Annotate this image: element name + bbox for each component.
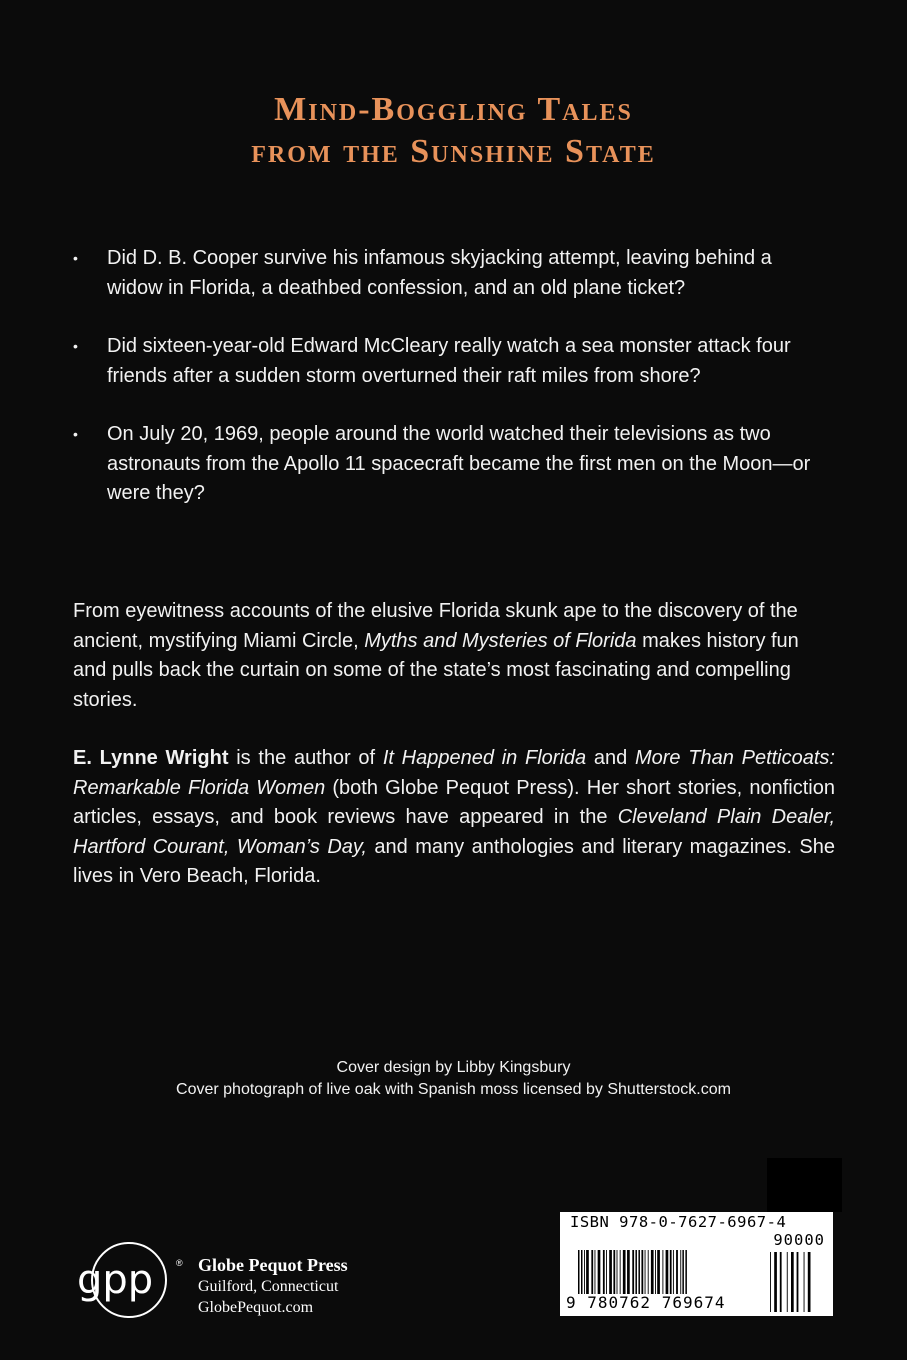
isbn-barcode (560, 1212, 833, 1316)
isbn-label: ISBN 978-0-7627-6967-4 (570, 1213, 787, 1231)
description-text-before: From eyewitness accounts of the elusive Florida skunk ape to the discovery of the ancient, mystifying Miami Circle, (73, 600, 798, 652)
price-box (767, 1158, 842, 1212)
registered-mark-icon: ® (176, 1258, 183, 1268)
bullet-text: Did sixteen-year-old Edward McCleary really watch a sea monster attack four friends after a sudden storm overturned their raft miles from shore? (107, 335, 791, 387)
photo-credit: Cover photograph of live oak with Spanish moss licensed by Shutterstock.com (176, 1081, 731, 1098)
description-paragraph (73, 597, 835, 715)
bio-text: is the author of (228, 747, 383, 769)
bullet-item (73, 420, 827, 509)
bullet-text: On July 20, 1969, people around the world watched their televisions as two astronauts from the Apollo 11 spacecraft became the first men on the Moon—or were they? (107, 423, 811, 504)
headline-line-1: Mind-Boggling Tales (274, 91, 633, 128)
book-title-1: It Happened in Florida (382, 747, 587, 769)
gpp-logo-icon (77, 1240, 177, 1320)
bio-text: (both Globe Pequot Press). Her short stories, nonfiction articles, essays, and book reviews have appeared in the (73, 776, 835, 828)
design-credit: Cover design by Libby Kingsbury (336, 1059, 571, 1076)
teaser-bullet-list (73, 244, 843, 538)
bio-text: and many anthologies and literary magazines. She lives in Vero Beach, Florida. (73, 835, 835, 887)
publisher-block (77, 1240, 407, 1320)
bullet-icon: • (73, 426, 78, 442)
bio-text: and (586, 747, 635, 769)
author-name: E. Lynne Wright (73, 747, 229, 769)
publisher-name: Globe Pequot Press (198, 1255, 348, 1275)
publisher-location: Guilford, Connecticut (198, 1278, 339, 1295)
book-title-2: More Than Petticoats: Remarkable Florida Women (73, 747, 835, 799)
bullet-item (73, 244, 827, 303)
cover-credits (0, 1057, 907, 1101)
bullet-text: Did D. B. Cooper survive his infamous skyjacking attempt, leaving behind a widow in Florida, a deathbed confession, and an old plane ticket? (107, 247, 772, 299)
book-title: Myths and Mysteries of Florida (364, 629, 637, 652)
bullet-item (73, 332, 827, 391)
description-text-after: makes history fun and pulls back the curtain on some of the state’s most fascinating and compelling stories. (73, 629, 799, 711)
author-bio (73, 744, 835, 892)
price-addon-label: 90000 (773, 1231, 825, 1249)
publication-names: Cleveland Plain Dealer, Hartford Courant, Woman’s Day, (73, 806, 835, 858)
ean-digits: 9 780762 769674 (566, 1293, 726, 1312)
logo-text: gpp (77, 1257, 154, 1303)
publisher-website: GlobePequot.com (198, 1299, 314, 1316)
bullet-icon: • (73, 338, 78, 354)
bullet-icon: • (73, 250, 78, 266)
headline-line-2: from the Sunshine State (251, 133, 656, 170)
